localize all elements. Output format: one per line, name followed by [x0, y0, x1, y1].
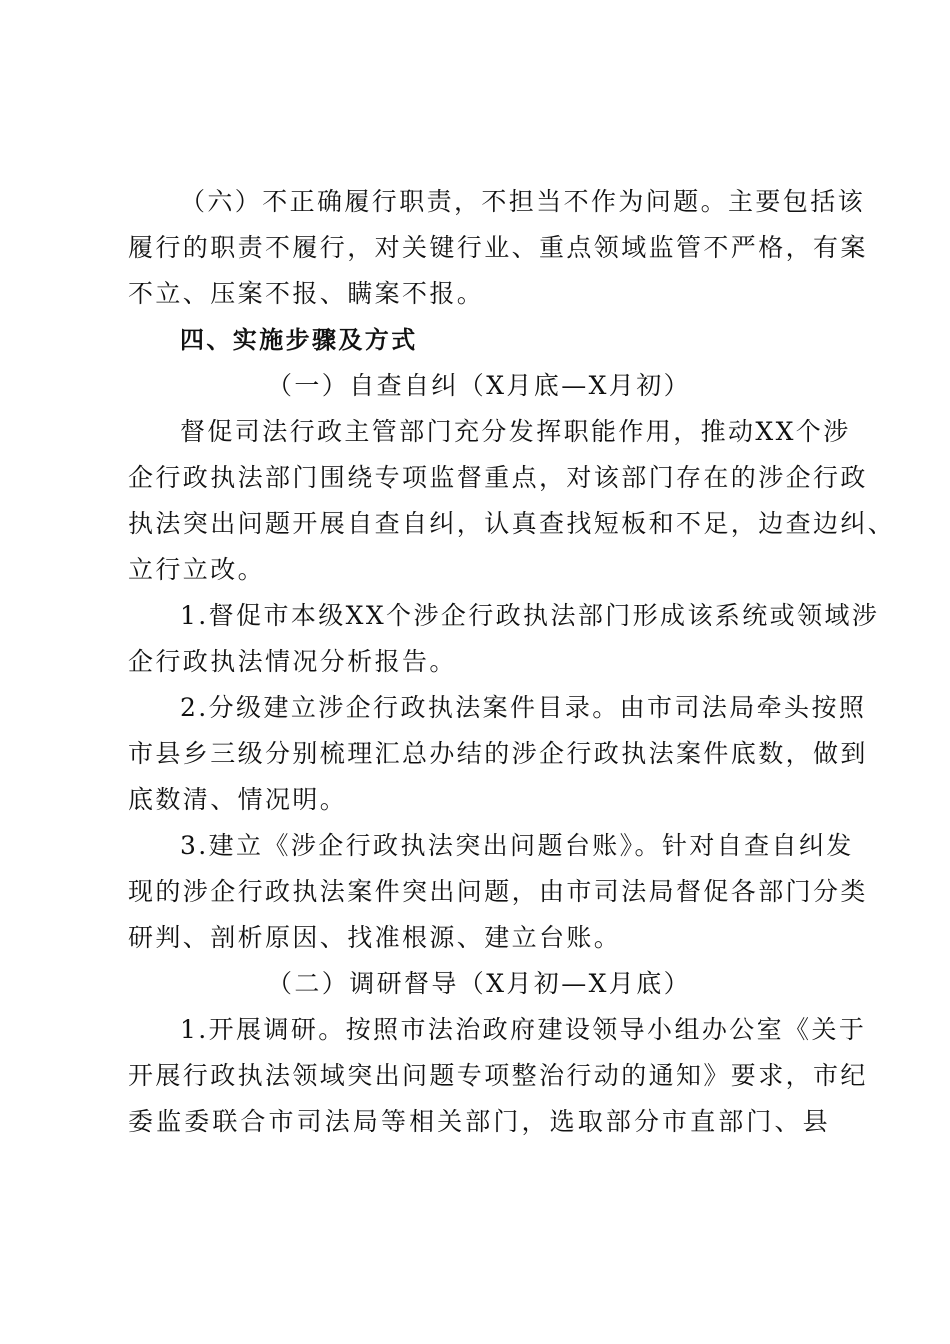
list-item-line: 1.督促市本级XX个涉企行政执法部门形成该系统或领域涉	[180, 601, 880, 630]
paragraph-line: 履行的职责不履行，对关键行业、重点领域监管不严格，有案	[128, 233, 868, 262]
list-item-line: 1.开展调研。按照市法治政府建设领导小组办公室《关于	[180, 1015, 867, 1044]
subsection-heading: （二）调研督导（X月初—X月底）	[267, 969, 691, 998]
list-item-line: 开展行政执法领域突出问题专项整治行动的通知》要求，市纪	[128, 1061, 868, 1090]
list-item-line: 3.建立《涉企行政执法突出问题台账》。针对自查自纠发	[180, 831, 854, 860]
list-item-line: 2.分级建立涉企行政执法案件目录。由市司法局牵头按照	[180, 693, 867, 722]
list-item-line: 现的涉企行政执法案件突出问题，由市司法局督促各部门分类	[128, 877, 868, 906]
list-item-line: 委监委联合市司法局等相关部门，选取部分市直部门、县	[128, 1107, 830, 1136]
list-item-line: 企行政执法情况分析报告。	[128, 647, 457, 676]
paragraph-line: 督促司法行政主管部门充分发挥职能作用，推动XX个涉	[180, 417, 851, 446]
paragraph-line: （六）不正确履行职责，不担当不作为问题。主要包括该	[180, 187, 866, 216]
paragraph-line: 立行立改。	[128, 555, 266, 584]
list-item-line: 研判、剖析原因、找准根源、建立台账。	[128, 923, 622, 952]
section-heading: 四、实施步骤及方式	[180, 326, 418, 354]
list-item-line: 底数清、情况明。	[128, 785, 348, 814]
subsection-heading: （一）自查自纠（X月底—X月初）	[267, 371, 691, 400]
list-item-line: 市县乡三级分别梳理汇总办结的涉企行政执法案件底数，做到	[128, 739, 868, 768]
paragraph-line: 不立、压案不报、瞒案不报。	[128, 279, 485, 308]
paragraph-line: 企行政执法部门围绕专项监督重点，对该部门存在的涉企行政	[128, 463, 868, 492]
paragraph-line: 执法突出问题开展自查自纠，认真查找短板和不足，边查边纠、	[128, 509, 896, 538]
